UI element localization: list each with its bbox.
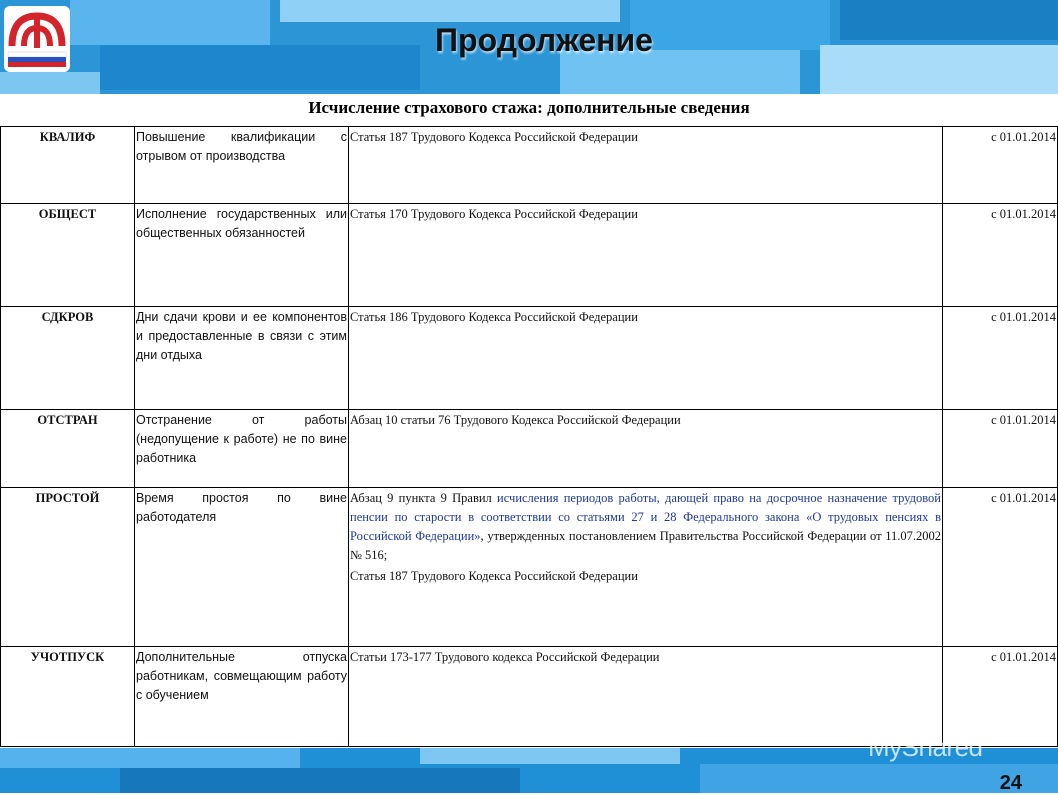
row-description: Отстранение от работы (недопущение к работе) не по вине работника [135,410,349,488]
page-number: 24 [999,772,1022,794]
row-description: Время простоя по вине работодателя [135,488,349,647]
row-date: с 01.01.2014 [943,127,1058,204]
row-date: с 01.01.2014 [943,307,1058,410]
row-code: СДКРОВ [1,307,135,410]
rules-link[interactable]: исчисления периодов работы, дающей право на досрочное назначение трудовой пенсии по старости в соответствии со статьями 27 и 28 Федерального закона «О трудовых пенсиях в Российской Федерации» [350,491,941,543]
row-code: ПРОСТОЙ [1,488,135,647]
row-description: Повышение квалификации с отрывом от производства [135,127,349,204]
basis-extra: Статья 187 Трудового Кодекса Российской Федерации [350,569,638,583]
row-legal-basis [349,488,943,647]
row-date: с 01.01.2014 [943,204,1058,307]
row-code: ОТСТРАН [1,410,135,488]
row-legal-basis: Статья 186 Трудового Кодекса Российской Федерации [349,307,943,410]
basis-prefix: Абзац 9 пункта 9 Правил [350,491,498,505]
row-legal-basis: Статьи 173-177 Трудового кодекса Российской Федерации [349,647,943,747]
page-subtitle: Исчисление страхового стажа: дополнительные сведения [308,98,750,117]
table-row [1,307,1058,410]
row-legal-basis: Статья 170 Трудового Кодекса Российской Федерации [349,204,943,307]
row-description: Дополнительные отпуска работникам, совмещающим работу с обучением [135,647,349,747]
row-date: с 01.01.2014 [943,488,1058,647]
row-date: с 01.01.2014 [943,410,1058,488]
watermark: MyShared [868,732,983,762]
row-code: КВАЛИФ [1,127,135,204]
row-code: УЧОТПУСК [1,647,135,747]
insurance-periods-table [0,126,1058,747]
row-code: ОБЩЕСТ [1,204,135,307]
row-legal-basis: Абзац 10 статьи 76 Трудового Кодекса Российской Федерации [349,410,943,488]
page-title: Продолжение [435,22,653,58]
row-description: Дни сдачи крови и ее компонентов и предоставленные в связи с этим дни отдыха [135,307,349,410]
table-row [1,127,1058,204]
row-legal-basis: Статья 187 Трудового Кодекса Российской Федерации [349,127,943,204]
table-row [1,204,1058,307]
table-row [1,488,1058,647]
basis-suffix: , утвержденных постановлением Правительства Российской Федерации от 11.07.2002 № 516; [350,529,942,562]
row-date: с 01.01.2014 [943,647,1058,747]
table-row [1,410,1058,488]
row-description: Исполнение государственных или общественных обязанностей [135,204,349,307]
